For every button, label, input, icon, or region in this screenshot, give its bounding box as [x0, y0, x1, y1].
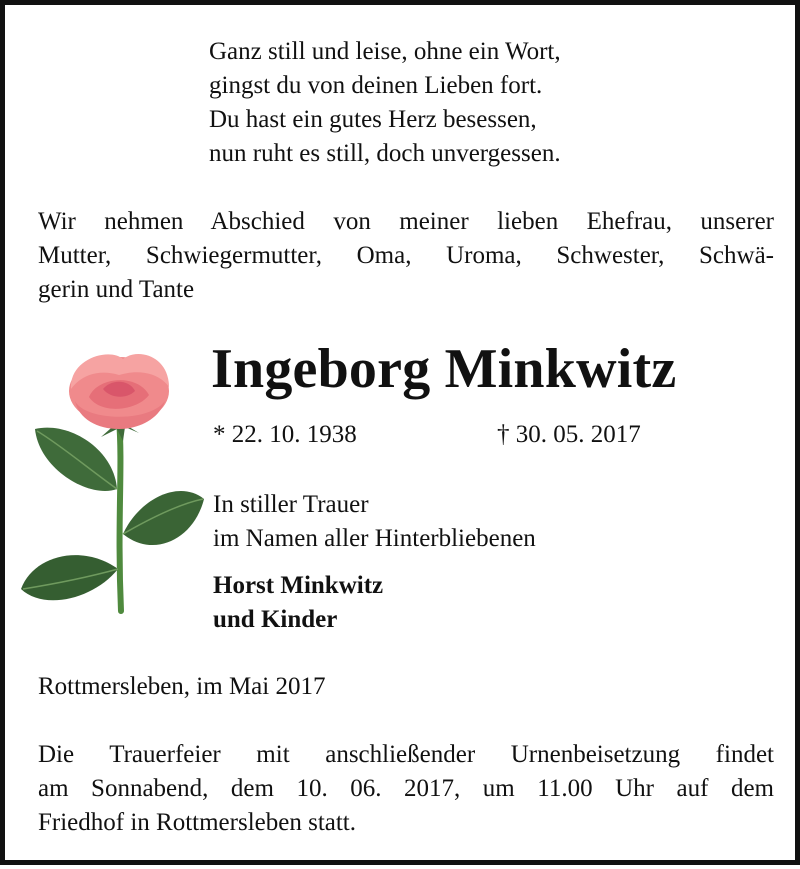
- death-date: † 30. 05. 2017: [497, 421, 641, 448]
- poem-line: gingst du von deinen Lieben fort.: [209, 72, 543, 99]
- poem: [209, 35, 561, 171]
- ceremony-text: [38, 738, 774, 840]
- signers: [213, 569, 383, 637]
- ceremony-line: am Sonnabend, dem 10. 06. 2017, um 11.00 Uhr auf dem: [38, 775, 774, 802]
- ceremony-line: Die Trauerfeier mit anschließender Urnenbeisetzung findet: [38, 741, 774, 768]
- birth-date: * 22. 10. 1938: [213, 421, 357, 448]
- deceased-name: Ingeborg Minkwitz: [211, 338, 677, 400]
- poem-line: nun ruht es still, doch unvergessen.: [209, 140, 561, 167]
- poem-line: Du hast ein gutes Herz besessen,: [209, 106, 537, 133]
- poem-line: Ganz still und leise, ohne ein Wort,: [209, 38, 561, 65]
- intro-line: gerin und Tante: [38, 276, 195, 303]
- intro-line: Wir nehmen Abschied von meiner lieben Ehefrau, unserer: [38, 208, 774, 235]
- place-date: Rottmersleben, im Mai 2017: [38, 673, 326, 700]
- intro-line: Mutter, Schwiegermutter, Oma, Uroma, Schwester, Schwä-: [38, 242, 774, 269]
- rose-icon: [19, 349, 209, 619]
- mourning-text: [213, 488, 536, 556]
- intro-text: [38, 205, 774, 307]
- mourning-line: im Namen aller Hinterbliebenen: [213, 525, 536, 552]
- signer-line: und Kinder: [213, 606, 338, 633]
- mourning-line: In stiller Trauer: [213, 491, 369, 518]
- ceremony-line: Friedhof in Rottmersleben statt.: [38, 809, 357, 836]
- signer-line: Horst Minkwitz: [213, 572, 384, 599]
